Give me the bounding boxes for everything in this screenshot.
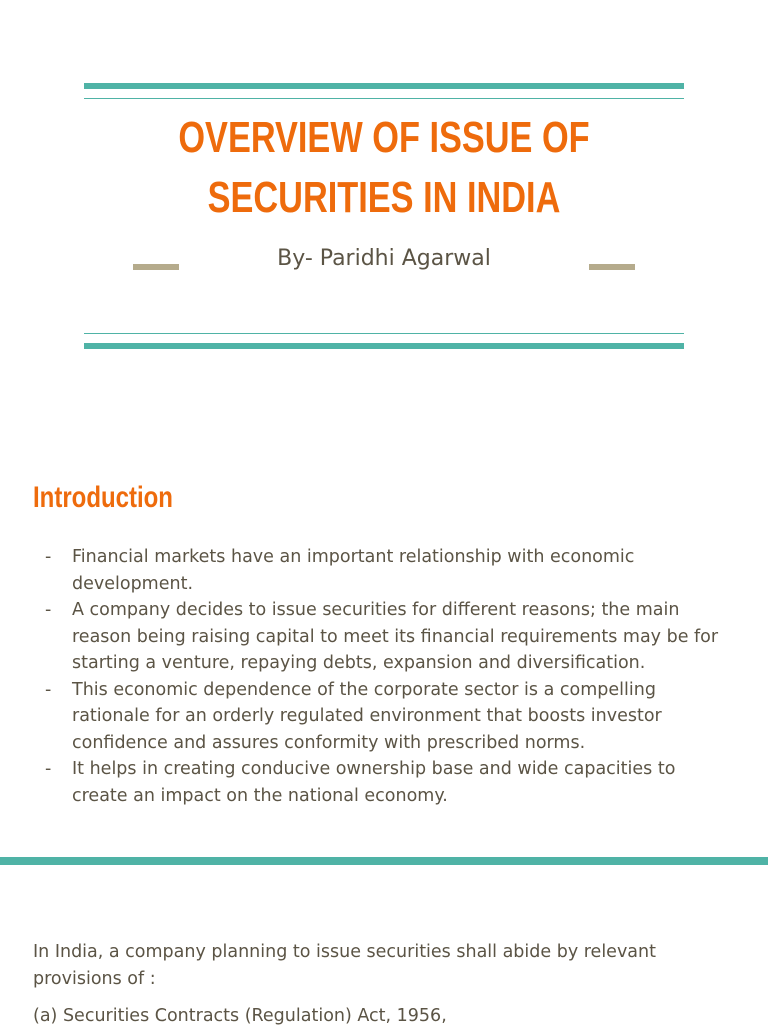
section-heading-introduction: Introduction <box>33 481 173 514</box>
bullet-text: This economic dependence of the corporate sector is a compelling rationale for an orderly regulated environment that boosts investor confidence and assures conformity with prescribed norms. <box>72 679 662 753</box>
bullet-text: Financial markets have an important relationship with economic development. <box>72 547 635 594</box>
provisions-item-a: (a) Securities Contracts (Regulation) Act, 1956, <box>33 1006 447 1026</box>
author-byline: By- Paridhi Agarwal <box>277 246 491 271</box>
list-item <box>33 597 733 677</box>
title-line-1: OVERVIEW OF ISSUE OF <box>178 113 590 162</box>
bullet-dash: - <box>45 679 52 700</box>
bullet-dash: - <box>45 759 52 779</box>
slide-divider-bar <box>0 857 768 865</box>
title-top-thick-bar <box>84 83 684 89</box>
right-decorative-dash <box>589 264 635 270</box>
title-bottom-thin-bar <box>84 333 684 334</box>
title-top-thin-bar <box>84 98 684 99</box>
list-item <box>33 677 733 757</box>
bullet-dash: - <box>45 547 52 567</box>
bullet-dash: - <box>45 600 52 620</box>
list-item <box>33 544 733 597</box>
list-item <box>33 756 733 809</box>
title-line-2: SECURITIES IN INDIA <box>207 173 561 222</box>
introduction-bullet-list <box>33 544 733 809</box>
bullet-text: It helps in creating conducive ownership base and wide capacities to create an impact on the national economy. <box>72 759 676 806</box>
bullet-text: A company decides to issue securities for different reasons; the main reason being raising capital to meet its financial requirements may be for starting a venture, repaying debts, expansion and diversification. <box>72 600 719 673</box>
page-title <box>0 108 768 228</box>
provisions-intro-paragraph: In India, a company planning to issue securities shall abide by relevant provisions of : <box>33 942 656 989</box>
title-bottom-thick-bar <box>84 343 684 349</box>
